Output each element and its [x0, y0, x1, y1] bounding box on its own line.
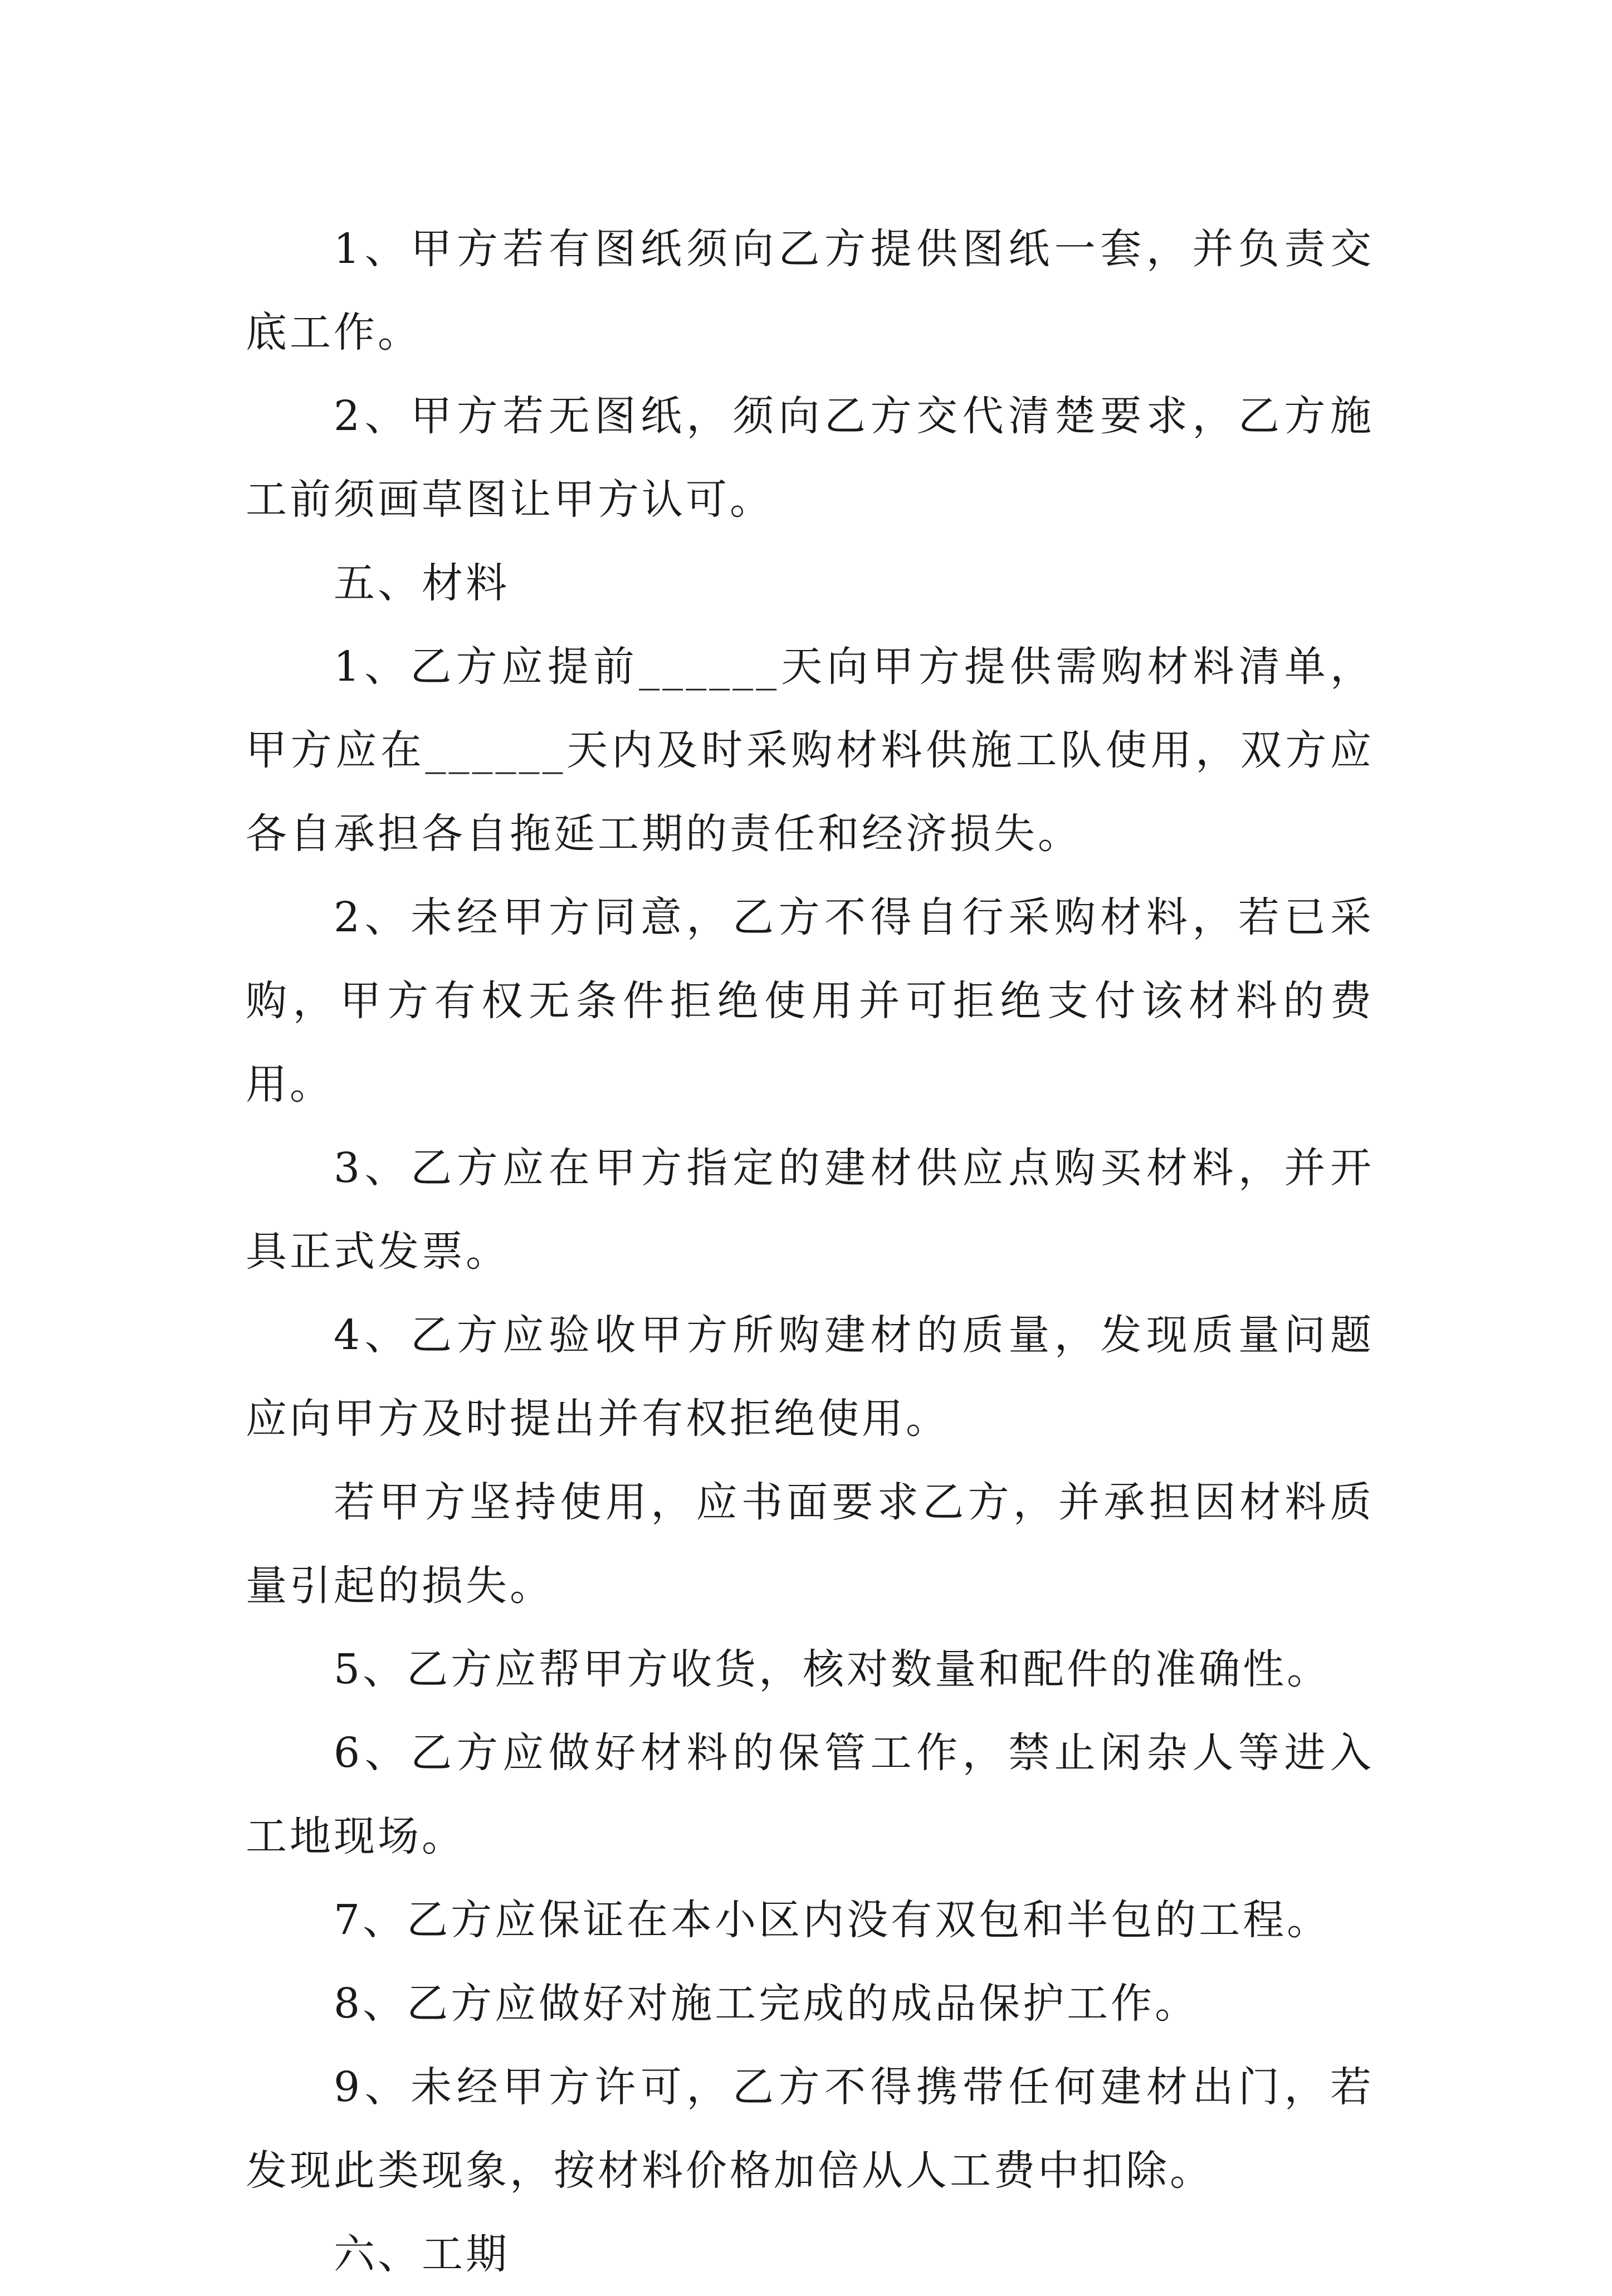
- paragraph-no-self-purchase: 2、未经甲方同意，乙方不得自行采购材料，若已采购，甲方有权无条件拒绝使用并可拒绝支付该材料的费用。: [246, 893, 1374, 1108]
- paragraph-material-storage: 6、乙方应做好材料的保管工作，禁止闲杂人等进入工地现场。: [246, 1729, 1374, 1860]
- paragraph-drawings-provided: 1、甲方若有图纸须向乙方提供图纸一套，并负责交底工作。: [246, 225, 1374, 356]
- paragraph-material-list: 1、乙方应提前______天向甲方提供需购材料清单，甲方应在______天内及时采购材料供施工队使用，双方应各自承担各自拖延工期的责任和经济损失。: [246, 643, 1374, 858]
- section-heading-schedule: 六、工期: [334, 2230, 510, 2278]
- paragraph-no-drawings: 2、甲方若无图纸，须向乙方交代清楚要求，乙方施工前须画草图让甲方认可。: [246, 392, 1374, 524]
- paragraph-quality-inspection: 4、乙方应验收甲方所购建材的质量，发现质量问题应向甲方及时提出并有权拒绝使用。: [246, 1311, 1374, 1443]
- section-heading-materials: 五、材料: [334, 559, 510, 607]
- paragraph-designated-supplier: 3、乙方应在甲方指定的建材供应点购买材料，并开具正式发票。: [246, 1144, 1374, 1276]
- paragraph-finished-protection: 8、乙方应做好对施工完成的成品保护工作。: [334, 1980, 1199, 2028]
- paragraph-no-subcontract: 7、乙方应保证在本小区内没有双包和半包的工程。: [334, 1896, 1331, 1944]
- paragraph-insist-on-use: 若甲方坚持使用，应书面要求乙方，并承担因材料质量引起的损失。: [246, 1478, 1374, 1610]
- paragraph-no-material-removal: 9、未经甲方许可，乙方不得携带任何建材出门，若发现此类现象，按材料价格加倍从人工费中扣除。: [246, 2063, 1374, 2195]
- paragraph-receive-goods: 5、乙方应帮甲方收货，核对数量和配件的准确性。: [334, 1645, 1331, 1693]
- document-body: [246, 207, 1374, 2296]
